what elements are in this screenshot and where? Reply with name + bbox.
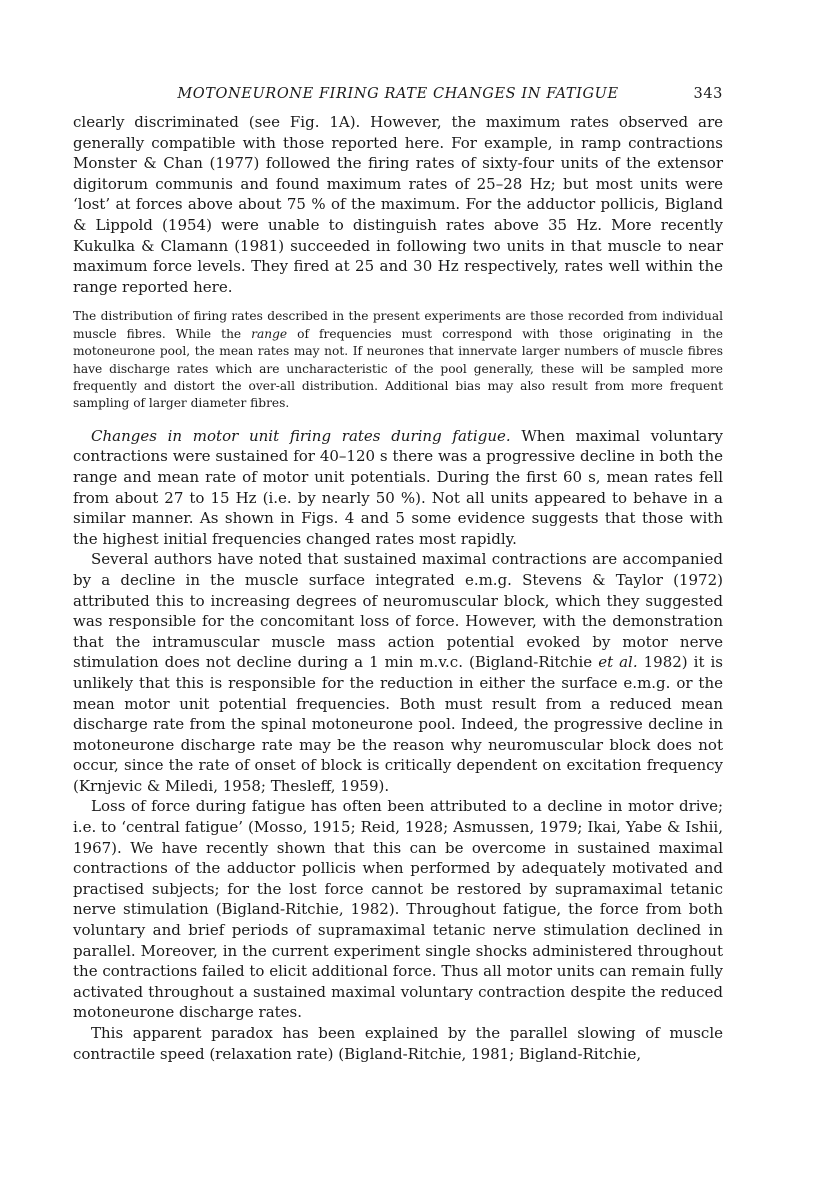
page <box>73 86 723 1064</box>
running-header <box>73 86 723 112</box>
footnote-paragraph: The distribution of firing rates described in the present experiments are those recorded from individual muscle fibres. While the range of frequencies must correspond with those originating in the motoneurone pool, the mean rates may not. If neurones that innervate larger numbers of muscle fibres have discharge rates which are uncharacteristic of the pool generally, these will be sampled more frequently and distort the over-all distribution. Additional bias may also result from more frequent sampling of larger diameter fibres. <box>73 309 723 411</box>
running-title: MOTONEURONE FIRING RATE CHANGES IN FATIGUE <box>177 86 619 102</box>
paragraph-4: Loss of force during fatigue has often been attributed to a decline in motor drive; i.e. to ‘central fatigue’ (Mosso, 1915; Reid, 1928; Asmussen, 1979; Ikai, Yabe & Ishii, 1967). We have recently shown that this can be overcome in sustained maximal contractions of the adductor pollicis when performed by adequately motivated and practised subjects; for the lost force cannot be restored by supramaximal tetanic nerve stimulation (Bigland-Ritchie, 1982). Throughout fatigue, the force from both voluntary and brief periods of supramaximal tetanic nerve stimulation declined in parallel. Moreover, in the current experiment single shocks administered throughout the contractions failed to elicit additional force. Thus all motor units can remain fully activated throughout a sustained maximal voluntary contraction despite the reduced motoneurone discharge rates. <box>73 797 723 1022</box>
paragraph-3: Several authors have noted that sustained maximal contractions are accompanied by a decline in the muscle surface integrated e.m.g. Stevens & Taylor (1972) attributed this to increasing degrees of neuromuscular block, which they suggested was responsible for the concomitant loss of force. However, with the demonstration that the intramuscular muscle mass action potential evoked by motor nerve stimulation does not decline during a 1 min m.v.c. (Bigland-Ritchie et al. 1982) it is unlikely that this is responsible for the reduction in either the surface e.m.g. or the mean motor unit potential frequencies. Both must result from a reduced mean discharge rate from the spinal motoneurone pool. Indeed, the progressive decline in motoneurone discharge rate may be the reason why neuromuscular block does not occur, since the rate of onset of block is critically dependent on excitation frequency (Krnjevic & Miledi, 1958; Thesleff, 1959). <box>73 550 723 795</box>
paragraph-1: clearly discriminated (see Fig. 1A). However, the maximum rates observed are generally compatible with those reported here. For example, in ramp contractions Monster & Chan (1977) followed the firing rates of sixty-four units of the extensor digitorum communis and found maximum rates of 25–28 Hz; but most units were ‘lost’ at forces above about 75 % of the maximum. For the adductor pollicis, Bigland & Lippold (1954) were unable to distinguish rates above 35 Hz. More recently Kukulka & Clamann (1981) succeeded in following two units in that muscle to near maximum force levels. They fired at 25 and 30 Hz respectively, rates well within the range reported here. <box>73 113 723 296</box>
paragraph-5: This apparent paradox has been explained by the parallel slowing of muscle contractile speed (relaxation rate) (Bigland-Ritchie, 1981; Bigland-Ritchie, <box>73 1024 723 1063</box>
paragraph-2: Changes in motor unit firing rates during fatigue. When maximal voluntary contractions were sustained for 40–120 s there was a progressive decline in both the range and mean rate of motor unit potentials. During the first 60 s, mean rates fell from about 27 to 15 Hz (i.e. by nearly 50 %). Not all units appeared to behave in a similar manner. As shown in Figs. 4 and 5 some evidence suggests that those with the highest initial frequencies changed rates most rapidly. <box>73 426 724 548</box>
page-number: 343 <box>693 86 723 102</box>
section-heading: Changes in motor unit firing rates during fatigue. <box>91 426 511 445</box>
